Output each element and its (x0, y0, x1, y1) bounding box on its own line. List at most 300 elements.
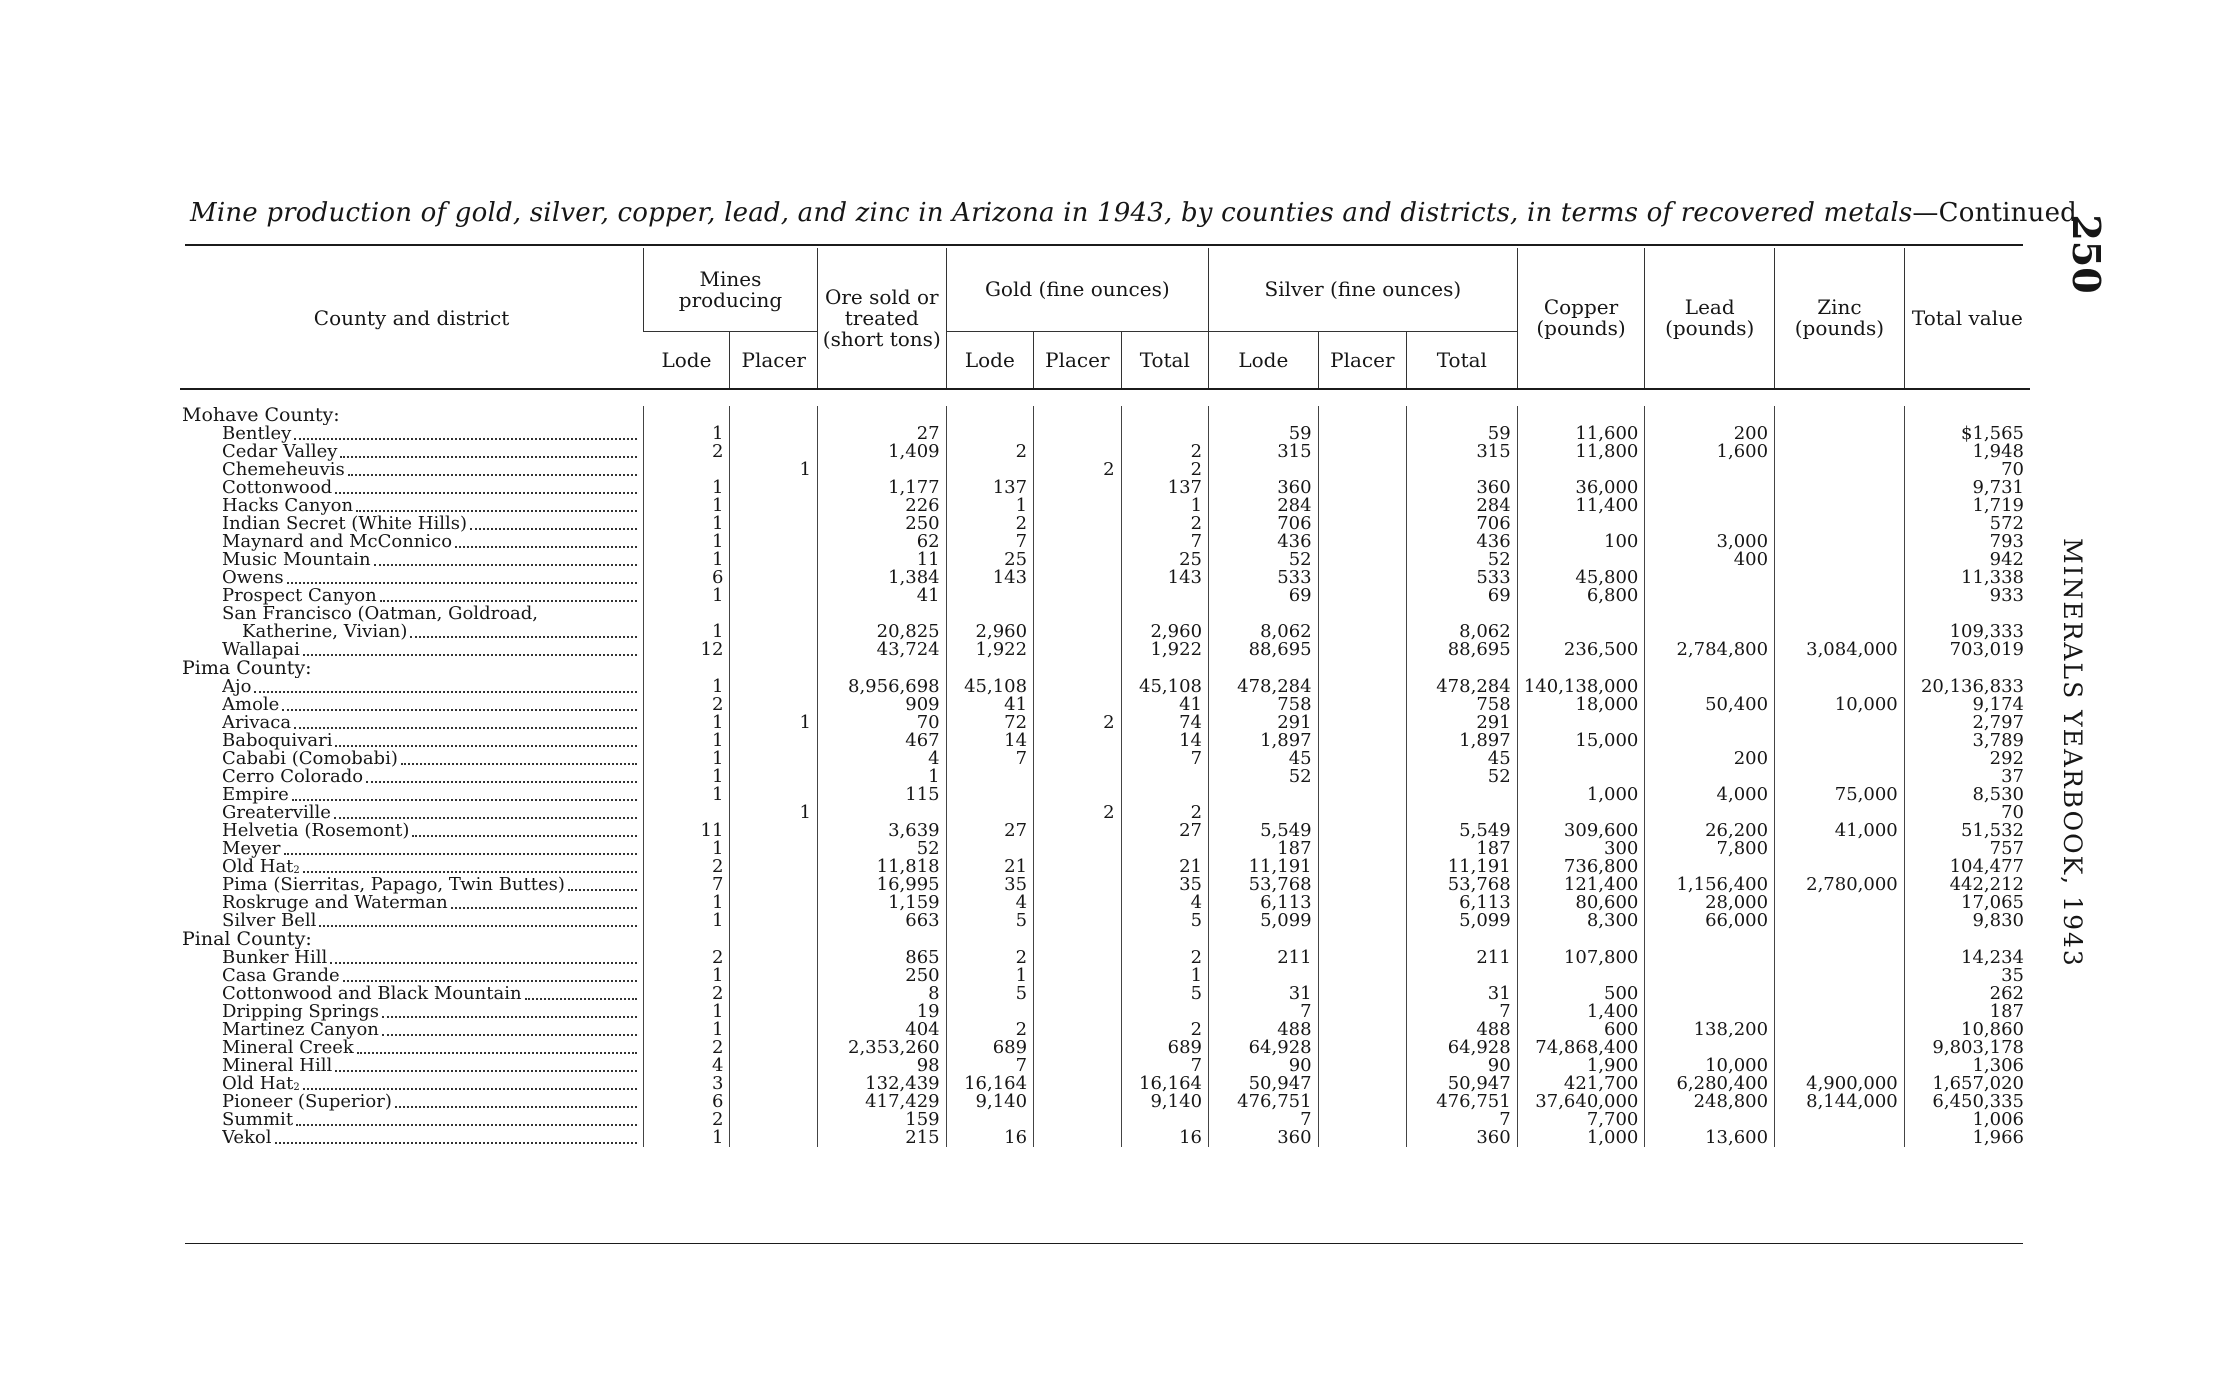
leader-dots (412, 835, 637, 837)
cell-silver-lode (1209, 406, 1319, 425)
leader-dots (335, 745, 637, 747)
col-ore: Ore sold or treated (short tons) (817, 248, 946, 389)
cell-gold-lode (946, 1111, 1033, 1129)
cell-zinc (1775, 569, 1905, 587)
cell-gold-placer (1034, 1021, 1121, 1039)
cell-silver-total (1407, 967, 1518, 985)
cell-silver-placer (1318, 443, 1406, 461)
cell-silver-total: 59 (1407, 425, 1518, 443)
cell-mines-placer: 1 (730, 461, 817, 479)
cell-lead: 1,156,400 (1645, 876, 1775, 894)
cell-gold-lode (946, 804, 1033, 822)
cell-lead (1645, 732, 1775, 750)
table-row (180, 786, 2030, 804)
col-gold-placer: Placer (1034, 332, 1121, 390)
col-silver: Silver (fine ounces) (1209, 248, 1518, 332)
leader-dots (380, 600, 637, 602)
cell-value: 10,860 (1904, 1021, 2030, 1039)
cell-gold-lode: 14 (946, 732, 1033, 750)
cell-ore: 3,639 (817, 822, 946, 840)
cell-value: $1,565 (1904, 425, 2030, 443)
cell-lead (1645, 406, 1775, 425)
table-row (180, 1111, 2030, 1129)
cell-gold-placer (1034, 894, 1121, 912)
cell-zinc (1775, 930, 1905, 949)
cell-ore (817, 605, 946, 623)
cell-zinc (1775, 985, 1905, 1003)
cell-mines-placer (730, 750, 817, 768)
table-row (180, 1021, 2030, 1039)
cell-silver-total: 360 (1407, 1129, 1518, 1147)
cell-lead (1645, 659, 1775, 678)
district-name (180, 876, 644, 894)
cell-gold-placer (1034, 912, 1121, 930)
cell-mines-placer (730, 1075, 817, 1093)
cell-zinc (1775, 714, 1905, 732)
cell-mines-lode: 1 (644, 551, 730, 569)
cell-mines-placer (730, 641, 817, 659)
cell-gold-total: 4 (1121, 894, 1208, 912)
cell-silver-total: 478,284 (1407, 678, 1518, 696)
table-row (180, 1129, 2030, 1147)
cell-mines-placer (730, 569, 817, 587)
cell-copper: 7,700 (1517, 1111, 1645, 1129)
cell-mines-placer (730, 822, 817, 840)
cell-gold-lode: 27 (946, 822, 1033, 840)
cell-gold-placer (1034, 443, 1121, 461)
cell-silver-lode (1209, 659, 1319, 678)
district-label: Indian Secret (White Hills) (222, 514, 468, 533)
cell-value: 1,306 (1904, 1057, 2030, 1075)
cell-value: 70 (1904, 804, 2030, 822)
cell-copper: 500 (1517, 985, 1645, 1003)
district-label: Music Mountain (222, 550, 371, 569)
cell-value: 70 (1904, 461, 2030, 479)
cell-mines-placer (730, 858, 817, 876)
cell-gold-total: 14 (1121, 732, 1208, 750)
county-row (180, 930, 2030, 949)
cell-silver-lode: 7 (1209, 1003, 1319, 1021)
district-name (180, 461, 644, 479)
district-label: Greaterville (222, 803, 331, 822)
leader-dots (357, 1052, 637, 1054)
cell-zinc: 4,900,000 (1775, 1075, 1905, 1093)
district-label: Summit (222, 1110, 294, 1129)
cell-silver-lode (1209, 786, 1319, 804)
table-row (180, 605, 2030, 623)
district-name (180, 1111, 644, 1129)
cell-gold-lode: 45,108 (946, 678, 1033, 696)
cell-lead (1645, 714, 1775, 732)
cell-gold-placer (1034, 822, 1121, 840)
cell-value: 9,803,178 (1904, 1039, 2030, 1057)
cell-mines-lode: 1 (644, 479, 730, 497)
county-name (180, 659, 644, 678)
cell-silver-placer (1318, 967, 1406, 985)
cell-silver-total (1407, 804, 1518, 822)
table-row (180, 1075, 2030, 1093)
district-name (180, 1093, 644, 1111)
cell-gold-lode: 689 (946, 1039, 1033, 1057)
cell-gold-placer (1034, 587, 1121, 605)
district-name (180, 425, 644, 443)
district-name (180, 840, 644, 858)
district-label: Old Hat (222, 857, 294, 876)
leader-dots (335, 1070, 637, 1072)
cell-silver-lode: 64,928 (1209, 1039, 1319, 1057)
cell-mines-placer (730, 985, 817, 1003)
cell-gold-total: 689 (1121, 1039, 1208, 1057)
cell-copper: 45,800 (1517, 569, 1645, 587)
cell-gold-lode (946, 461, 1033, 479)
cell-gold-placer (1034, 406, 1121, 425)
cell-zinc (1775, 804, 1905, 822)
cell-mines-placer (730, 786, 817, 804)
cell-mines-lode: 2 (644, 696, 730, 714)
table-row (180, 876, 2030, 894)
cell-ore: 226 (817, 497, 946, 515)
cell-mines-lode: 7 (644, 876, 730, 894)
cell-gold-total: 27 (1121, 822, 1208, 840)
cell-mines-lode: 2 (644, 858, 730, 876)
cell-gold-total: 2 (1121, 804, 1208, 822)
cell-mines-placer: 1 (730, 714, 817, 732)
district-label: Wallapai (222, 640, 300, 659)
cell-gold-placer (1034, 1111, 1121, 1129)
cell-copper (1517, 750, 1645, 768)
table-row (180, 551, 2030, 569)
cell-ore (817, 406, 946, 425)
cell-silver-lode: 45 (1209, 750, 1319, 768)
col-lead: Lead (pounds) (1645, 248, 1775, 389)
cell-silver-lode: 88,695 (1209, 641, 1319, 659)
district-name (180, 605, 644, 623)
cell-mines-placer (730, 1039, 817, 1057)
cell-copper: 18,000 (1517, 696, 1645, 714)
table-body (180, 389, 2030, 1147)
cell-zinc (1775, 894, 1905, 912)
cell-value: 793 (1904, 533, 2030, 551)
cell-silver-placer (1318, 714, 1406, 732)
cell-copper: 140,138,000 (1517, 678, 1645, 696)
cell-value: 35 (1904, 967, 2030, 985)
cell-silver-lode: 436 (1209, 533, 1319, 551)
cell-zinc (1775, 515, 1905, 533)
district-name (180, 967, 644, 985)
cell-mines-placer (730, 406, 817, 425)
cell-mines-lode: 1 (644, 425, 730, 443)
table-row (180, 894, 2030, 912)
cell-silver-total: 88,695 (1407, 641, 1518, 659)
col-mines-producing: Mines producing (644, 248, 818, 332)
table-row (180, 479, 2030, 497)
cell-silver-lode: 7 (1209, 1111, 1319, 1129)
leader-dots (303, 871, 637, 873)
district-label: Maynard and McConnico (222, 532, 453, 551)
cell-gold-placer (1034, 840, 1121, 858)
cell-silver-total: 291 (1407, 714, 1518, 732)
table-row (180, 912, 2030, 930)
cell-silver-total: 436 (1407, 533, 1518, 551)
cell-mines-placer (730, 894, 817, 912)
cell-lead (1645, 1111, 1775, 1129)
cell-mines-placer (730, 1129, 817, 1147)
cell-gold-lode: 7 (946, 533, 1033, 551)
cell-silver-total (1407, 786, 1518, 804)
cell-lead: 400 (1645, 551, 1775, 569)
cell-silver-placer (1318, 623, 1406, 641)
district-label: San Francisco (Oatman, Goldroad, (222, 604, 539, 623)
table-row (180, 822, 2030, 840)
cell-silver-lode: 11,191 (1209, 858, 1319, 876)
cell-lead (1645, 1003, 1775, 1021)
district-label: Hacks Canyon (222, 496, 354, 515)
cell-silver-lode: 6,113 (1209, 894, 1319, 912)
district-name (180, 641, 644, 659)
cell-gold-total: 143 (1121, 569, 1208, 587)
cell-gold-lode (946, 605, 1033, 623)
cell-gold-placer (1034, 876, 1121, 894)
cell-silver-placer (1318, 858, 1406, 876)
cell-ore: 2,353,260 (817, 1039, 946, 1057)
cell-ore: 467 (817, 732, 946, 750)
cell-mines-lode: 1 (644, 912, 730, 930)
cell-silver-placer (1318, 768, 1406, 786)
cell-mines-lode: 1 (644, 1021, 730, 1039)
cell-gold-total: 9,140 (1121, 1093, 1208, 1111)
leader-dots (525, 998, 637, 1000)
cell-lead (1645, 949, 1775, 967)
cell-silver-placer (1318, 406, 1406, 425)
cell-mines-placer (730, 678, 817, 696)
cell-ore: 27 (817, 425, 946, 443)
cell-silver-placer (1318, 678, 1406, 696)
cell-zinc (1775, 678, 1905, 696)
table-row (180, 569, 2030, 587)
district-label: Dripping Springs (222, 1002, 379, 1021)
table-row (180, 641, 2030, 659)
cell-zinc (1775, 497, 1905, 515)
district-label: Cedar Valley (222, 442, 338, 461)
cell-silver-lode: 1,897 (1209, 732, 1319, 750)
cell-mines-lode (644, 406, 730, 425)
district-label: Pioneer (Superior) (222, 1092, 392, 1111)
cell-lead (1645, 479, 1775, 497)
cell-gold-placer (1034, 930, 1121, 949)
district-name (180, 443, 644, 461)
cell-gold-placer (1034, 1003, 1121, 1021)
cell-zinc (1775, 840, 1905, 858)
cell-gold-total: 2 (1121, 949, 1208, 967)
cell-copper: 6,800 (1517, 587, 1645, 605)
district-label: Prospect Canyon (222, 586, 377, 605)
cell-value: 1,006 (1904, 1111, 2030, 1129)
county-name (180, 930, 644, 949)
cell-mines-lode: 1 (644, 786, 730, 804)
cell-silver-placer (1318, 1057, 1406, 1075)
cell-mines-lode: 4 (644, 1057, 730, 1075)
cell-mines-lode: 1 (644, 497, 730, 515)
cell-zinc: 10,000 (1775, 696, 1905, 714)
cell-gold-total: 2 (1121, 1021, 1208, 1039)
cell-mines-lode: 1 (644, 623, 730, 641)
cell-zinc: 3,084,000 (1775, 641, 1905, 659)
cell-value: 51,532 (1904, 822, 2030, 840)
footnote-ref: 2 (293, 1081, 300, 1093)
cell-zinc (1775, 768, 1905, 786)
cell-lead: 200 (1645, 425, 1775, 443)
cell-lead: 4,000 (1645, 786, 1775, 804)
district-name (180, 768, 644, 786)
cell-lead (1645, 497, 1775, 515)
cell-gold-lode: 2 (946, 443, 1033, 461)
cell-lead (1645, 678, 1775, 696)
cell-mines-lode: 1 (644, 533, 730, 551)
cell-zinc (1775, 1057, 1905, 1075)
cell-silver-lode: 90 (1209, 1057, 1319, 1075)
cell-gold-total: 2 (1121, 515, 1208, 533)
cell-gold-placer (1034, 858, 1121, 876)
leader-dots (254, 691, 637, 693)
cell-zinc (1775, 1129, 1905, 1147)
cell-silver-total: 90 (1407, 1057, 1518, 1075)
leader-dots (275, 1142, 638, 1144)
district-name (180, 533, 644, 551)
leader-dots (335, 492, 637, 494)
district-label: Old Hat (222, 1074, 294, 1093)
col-mines-placer: Placer (730, 332, 817, 390)
cell-zinc (1775, 406, 1905, 425)
cell-copper: 1,900 (1517, 1057, 1645, 1075)
cell-silver-placer (1318, 894, 1406, 912)
cell-ore: 417,429 (817, 1093, 946, 1111)
cell-gold-lode: 137 (946, 479, 1033, 497)
cell-ore: 19 (817, 1003, 946, 1021)
cell-copper: 1,000 (1517, 786, 1645, 804)
col-silver-lode: Lode (1209, 332, 1319, 390)
cell-silver-placer (1318, 732, 1406, 750)
cell-silver-lode: 478,284 (1209, 678, 1319, 696)
cell-copper: 100 (1517, 533, 1645, 551)
district-name (180, 822, 644, 840)
cell-mines-placer (730, 696, 817, 714)
cell-gold-lode (946, 786, 1033, 804)
col-gold: Gold (fine ounces) (946, 248, 1208, 332)
cell-value: 757 (1904, 840, 2030, 858)
cell-lead: 26,200 (1645, 822, 1775, 840)
cell-gold-total (1121, 786, 1208, 804)
cell-gold-lode (946, 768, 1033, 786)
cell-silver-total: 360 (1407, 479, 1518, 497)
district-name (180, 623, 644, 641)
leader-dots (451, 907, 637, 909)
cell-gold-placer (1034, 949, 1121, 967)
cell-mines-lode: 2 (644, 949, 730, 967)
top-rule (185, 244, 2023, 246)
cell-zinc (1775, 1111, 1905, 1129)
cell-copper: 1,000 (1517, 1129, 1645, 1147)
cell-lead: 200 (1645, 750, 1775, 768)
cell-ore: 62 (817, 533, 946, 551)
district-label: Silver Bell (222, 911, 317, 930)
cell-silver-lode: 211 (1209, 949, 1319, 967)
cell-copper: 37,640,000 (1517, 1093, 1645, 1111)
cell-gold-total: 16,164 (1121, 1075, 1208, 1093)
cell-mines-placer (730, 605, 817, 623)
cell-silver-total: 31 (1407, 985, 1518, 1003)
cell-copper: 421,700 (1517, 1075, 1645, 1093)
cell-gold-total: 1,922 (1121, 641, 1208, 659)
cell-silver-total: 52 (1407, 551, 1518, 569)
cell-lead: 7,800 (1645, 840, 1775, 858)
cell-gold-lode: 1,922 (946, 641, 1033, 659)
cell-lead (1645, 967, 1775, 985)
cell-silver-total: 5,549 (1407, 822, 1518, 840)
cell-silver-lode: 706 (1209, 515, 1319, 533)
cell-silver-placer (1318, 569, 1406, 587)
col-total-value: Total value (1904, 248, 2030, 389)
cell-gold-total (1121, 840, 1208, 858)
cell-gold-placer (1034, 768, 1121, 786)
cell-silver-total (1407, 930, 1518, 949)
cell-lead (1645, 461, 1775, 479)
cell-gold-total: 25 (1121, 551, 1208, 569)
cell-gold-lode: 4 (946, 894, 1033, 912)
cell-gold-placer (1034, 425, 1121, 443)
cell-value (1904, 406, 2030, 425)
cell-gold-total (1121, 587, 1208, 605)
district-name (180, 479, 644, 497)
cell-value: 9,174 (1904, 696, 2030, 714)
cell-lead (1645, 985, 1775, 1003)
cell-copper: 36,000 (1517, 479, 1645, 497)
district-name (180, 894, 644, 912)
cell-silver-placer (1318, 1129, 1406, 1147)
cell-silver-lode: 8,062 (1209, 623, 1319, 641)
cell-silver-total: 187 (1407, 840, 1518, 858)
cell-gold-total (1121, 930, 1208, 949)
footnote-ref: 2 (293, 864, 300, 876)
cell-mines-lode (644, 461, 730, 479)
leader-dots (374, 564, 637, 566)
cell-ore: 132,439 (817, 1075, 946, 1093)
cell-silver-total (1407, 605, 1518, 623)
cell-value: 109,333 (1904, 623, 2030, 641)
leader-dots (303, 1088, 637, 1090)
cell-ore: 250 (817, 515, 946, 533)
cell-ore: 1,177 (817, 479, 946, 497)
cell-silver-lode: 59 (1209, 425, 1319, 443)
cell-zinc (1775, 858, 1905, 876)
cell-copper (1517, 804, 1645, 822)
cell-silver-placer (1318, 1003, 1406, 1021)
cell-gold-placer (1034, 1039, 1121, 1057)
cell-silver-total: 284 (1407, 497, 1518, 515)
cell-copper: 15,000 (1517, 732, 1645, 750)
cell-ore: 20,825 (817, 623, 946, 641)
cell-silver-placer (1318, 696, 1406, 714)
cell-mines-placer (730, 732, 817, 750)
cell-mines-placer (730, 949, 817, 967)
cell-mines-placer (730, 876, 817, 894)
cell-copper: 11,400 (1517, 497, 1645, 515)
county-row (180, 406, 2030, 425)
cell-ore: 250 (817, 967, 946, 985)
cell-gold-placer (1034, 1075, 1121, 1093)
cell-lead (1645, 515, 1775, 533)
cell-silver-placer (1318, 822, 1406, 840)
district-name (180, 515, 644, 533)
